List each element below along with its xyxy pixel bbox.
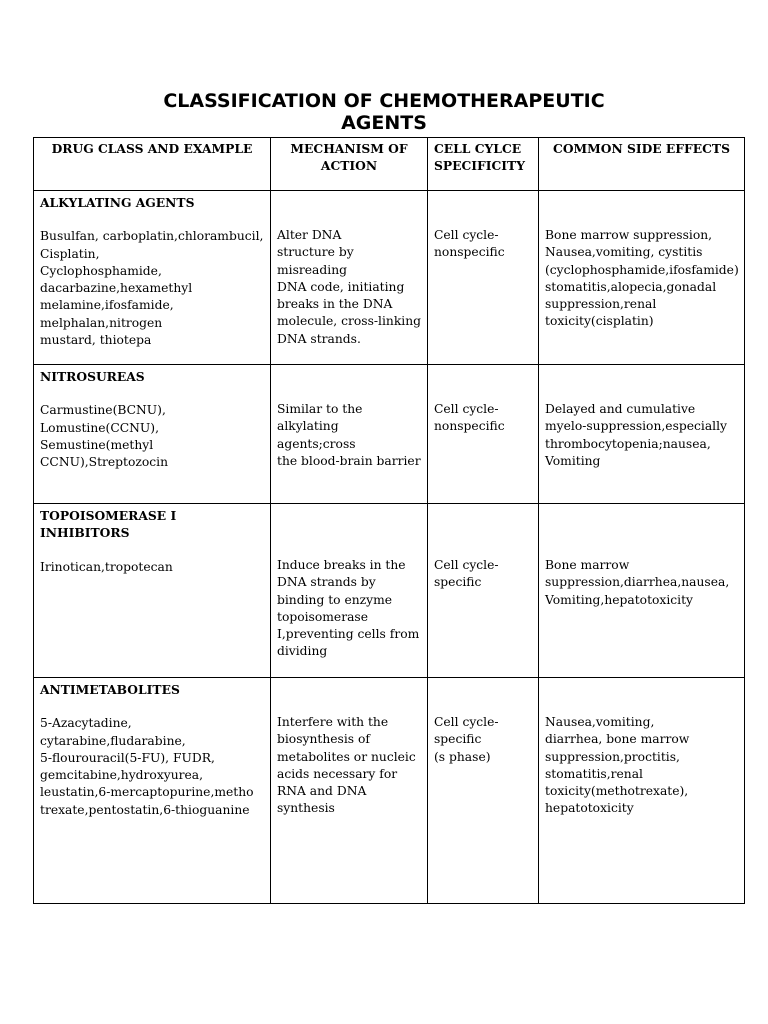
table-header-row <box>34 138 745 191</box>
specificity-cell: Cell cycle- nonspecific <box>428 365 539 504</box>
header-drug-class: DRUG CLASS AND EXAMPLE <box>34 138 271 191</box>
drug-examples: Busulfan, carboplatin,chlorambucil, Cisplatin, Cyclophosphamide, dacarbazine,hexamethyl melamine,ifosfamide, melphalan,nitrogen mustard, thiotepa <box>40 229 264 348</box>
drug-class-cell <box>34 678 271 904</box>
drug-examples: 5-Azacytadine, cytarabine,fludarabine, 5-flourouracil(5-FU), FUDR, gemcitabine,hydroxyurea, leustatin,6-mercaptopurine,metho trexate,pentostatin,6-thioguanine <box>40 716 254 817</box>
drug-class-cell <box>34 504 271 678</box>
mechanism-cell: Similar to the alkylating agents;cross the blood-brain barrier <box>271 365 428 504</box>
header-side-effects: COMMON SIDE EFFECTS <box>539 138 745 191</box>
side-effects-cell: Bone marrow suppression,diarrhea,nausea, Vomiting,hepatotoxicity <box>539 504 745 678</box>
title-line-2: AGENTS <box>341 112 427 134</box>
drug-class-name: TOPOISOMERASE I INHIBITORS <box>40 508 177 541</box>
header-mechanism: MECHANISM OF ACTION <box>271 138 428 191</box>
mechanism-cell: Induce breaks in the DNA strands by binding to enzyme topoisomerase I,preventing cells from dividing <box>271 504 428 678</box>
page-title <box>0 90 768 134</box>
table-row <box>34 678 745 904</box>
drug-examples: Irinotican,tropotecan <box>40 559 173 574</box>
title-line-1: CLASSIFICATION OF CHEMOTHERAPEUTIC <box>163 90 605 112</box>
table-row <box>34 365 745 504</box>
drug-class-name: ALKYLATING AGENTS <box>40 195 195 210</box>
side-effects-cell: Delayed and cumulative myelo-suppression,especially thrombocytopenia;nausea, Vomiting <box>539 365 745 504</box>
drug-class-name: ANTIMETABOLITES <box>40 682 180 697</box>
drug-class-cell <box>34 365 271 504</box>
table-row <box>34 504 745 678</box>
side-effects-cell: Bone marrow suppression, Nausea,vomiting, cystitis (cyclophosphamide,ifosfamide) stomatitis,alopecia,gonadal suppression,renal toxicity(cisplatin) <box>539 191 745 365</box>
specificity-cell: Cell cycle- nonspecific <box>428 191 539 365</box>
chemotherapy-classification-table <box>33 137 745 904</box>
mechanism-cell: Alter DNA structure by misreading DNA code, initiating breaks in the DNA molecule, cross-linking DNA strands. <box>271 191 428 365</box>
specificity-cell: Cell cycle- specific <box>428 504 539 678</box>
specificity-cell: Cell cycle- specific (s phase) <box>428 678 539 904</box>
drug-class-name: NITROSUREAS <box>40 369 145 384</box>
header-specificity: CELL CYLCE SPECIFICITY <box>428 138 539 191</box>
drug-class-cell <box>34 191 271 365</box>
table-row <box>34 191 745 365</box>
mechanism-cell: Interfere with the biosynthesis of metabolites or nucleic acids necessary for RNA and DNA synthesis <box>271 678 428 904</box>
drug-examples: Carmustine(BCNU), Lomustine(CCNU), Semustine(methyl CCNU),Streptozocin <box>40 403 169 470</box>
side-effects-cell: Nausea,vomiting, diarrhea, bone marrow suppression,proctitis, stomatitis,renal toxicity(methotrexate), hepatotoxicity <box>539 678 745 904</box>
